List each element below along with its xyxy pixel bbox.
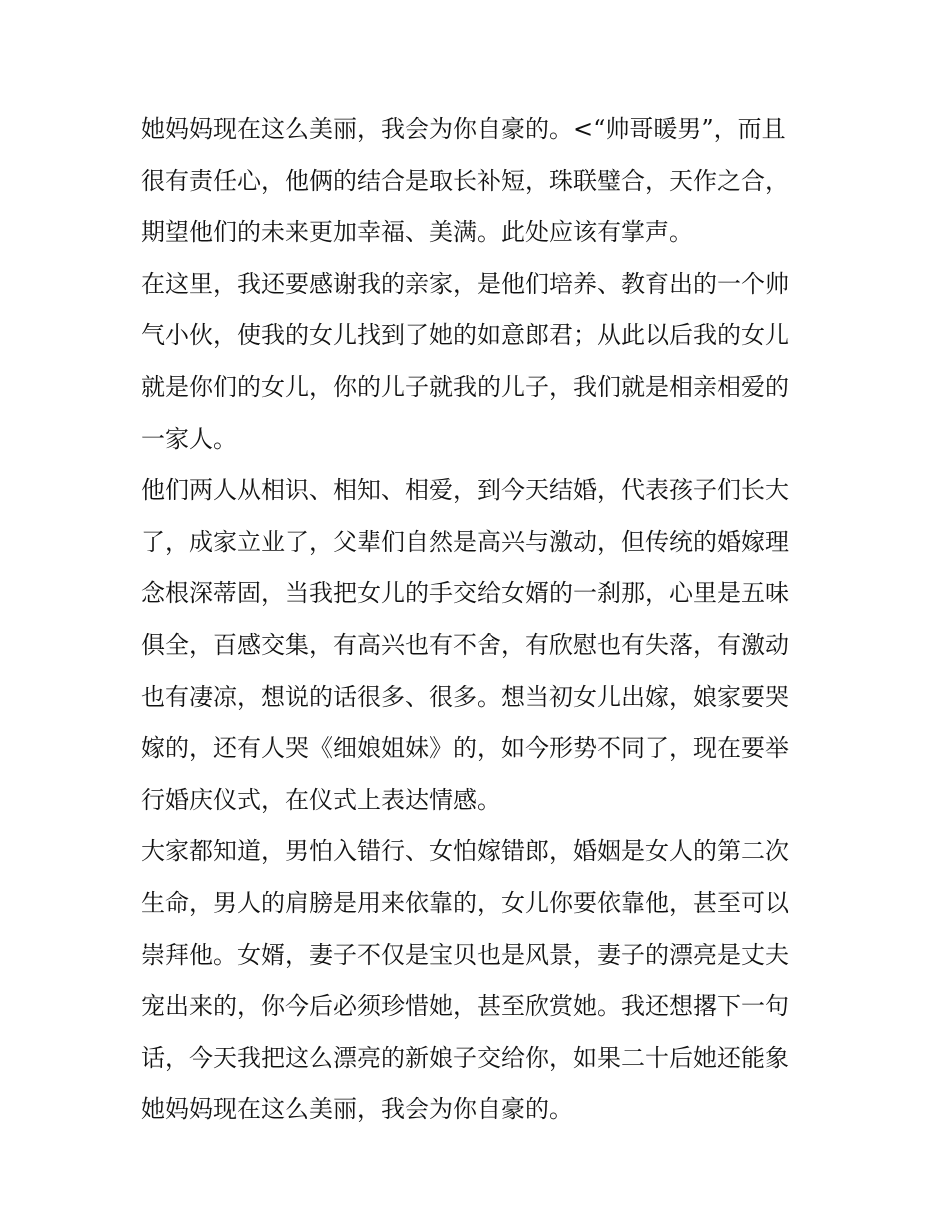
text-line: 一家人。 <box>141 424 237 453</box>
text-line: 很有责任心，他俩的结合是取长补短，珠联璧合，天作之合， <box>141 166 789 195</box>
text-line: 俱全，百感交集，有高兴也有不舍，有欣慰也有失落，有激动 <box>141 630 789 659</box>
text-line: 她妈妈现在这么美丽，我会为你自豪的。<“帅哥暖男”，而且 <box>141 115 786 143</box>
text-line: 生命，男人的肩膀是用来依靠的，女儿你要依靠他，甚至可以 <box>141 888 789 917</box>
text-line: 也有凄凉，想说的话很多、很多。想当初女儿出嫁，娘家要哭 <box>141 682 789 711</box>
text-line: 念根深蒂固，当我把女儿的手交给女婿的一刹那，心里是五味 <box>141 579 789 608</box>
text-line: 她妈妈现在这么美丽，我会为你自豪的。 <box>141 1095 573 1124</box>
text-line: 了，成家立业了，父辈们自然是高兴与激动，但传统的婚嫁理 <box>141 527 789 556</box>
text-line: 话，今天我把这么漂亮的新娘子交给你，如果二十后她还能象 <box>141 1043 789 1072</box>
text-line: 嫁的，还有人哭《细娘姐妹》的，如今形势不同了，现在要举 <box>141 734 789 763</box>
text-line: 就是你们的女儿，你的儿子就我的儿子，我们就是相亲相爱的 <box>141 372 789 401</box>
text-line: 行婚庆仪式，在仪式上表达情感。 <box>141 785 501 814</box>
text-line: 崇拜他。女婿，妻子不仅是宝贝也是风景，妻子的漂亮是丈夫 <box>141 940 789 969</box>
text-line: 他们两人从相识、相知、相爱，到今天结婚，代表孩子们长大 <box>141 476 789 505</box>
text-line: 大家都知道，男怕入错行、女怕嫁错郎，婚姻是女人的第二次 <box>141 837 789 866</box>
text-line: 宠出来的，你今后必须珍惜她，甚至欣赏她。我还想撂下一句 <box>141 992 789 1021</box>
text-line: 气小伙，使我的女儿找到了她的如意郎君；从此以后我的女儿 <box>141 321 789 350</box>
text-line: 在这里，我还要感谢我的亲家，是他们培养、教育出的一个帅 <box>141 269 789 298</box>
text-line: 期望他们的未来更加幸福、美满。此处应该有掌声。 <box>141 218 693 247</box>
document-body <box>141 104 821 1136</box>
